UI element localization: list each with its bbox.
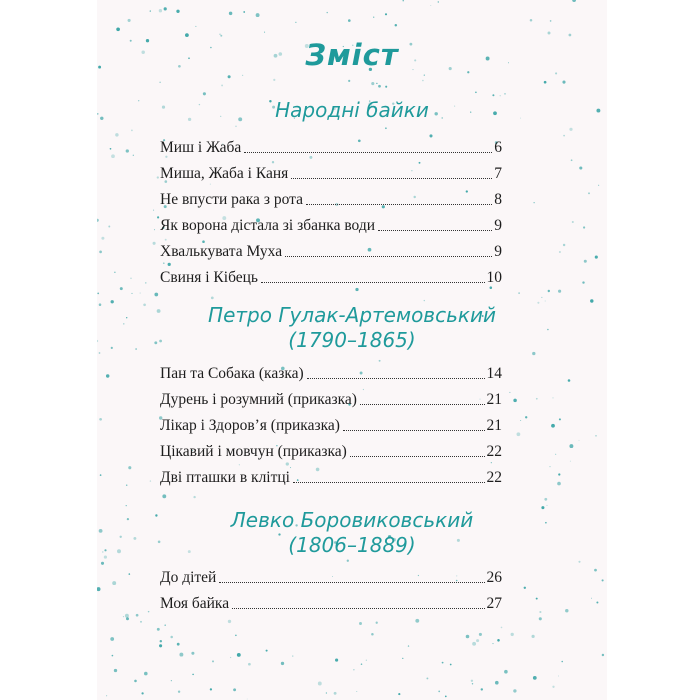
page-title: Зміст (305, 38, 399, 72)
leader-dots (244, 151, 492, 153)
toc-item[interactable] (160, 359, 502, 383)
toc-item[interactable] (160, 411, 502, 435)
toc-item-page: 22 (486, 469, 502, 486)
leader-dots (307, 377, 485, 379)
toc-item-page: 7 (494, 165, 502, 182)
leader-dots (261, 281, 484, 283)
section-heading-folk-fables (97, 98, 607, 123)
toc-item[interactable] (160, 589, 502, 613)
toc-item-page: 10 (486, 269, 502, 286)
toc-item-title: Дурень і розумний (приказка) (160, 391, 357, 408)
toc-item[interactable] (160, 159, 502, 183)
leader-dots (343, 429, 485, 431)
leader-dots (219, 581, 484, 583)
toc-item[interactable] (160, 563, 502, 587)
section-heading-text: Народні байки (275, 98, 429, 122)
toc-item-title: Свиня і Кібець (160, 269, 259, 286)
section-heading-borovykovsky (97, 508, 607, 558)
section-heading-years: (1790–1865) (288, 328, 416, 352)
leader-dots (378, 229, 492, 231)
toc-item-page: 21 (486, 417, 502, 434)
toc-item[interactable] (160, 185, 502, 209)
toc-item-title: Миша, Жаба і Каня (160, 165, 289, 182)
toc-item-page: 9 (494, 217, 502, 234)
leader-dots (285, 255, 492, 257)
toc-item-page: 26 (486, 569, 502, 586)
toc-item-title: Не впусти рака з рота (160, 191, 303, 208)
toc-item-page: 14 (486, 365, 502, 382)
table-of-contents (97, 0, 607, 700)
book-page (97, 0, 607, 700)
toc-item-page: 21 (486, 391, 502, 408)
leader-dots (293, 481, 485, 483)
toc-item-title: Як ворона дістала зі збанка води (160, 217, 376, 234)
toc-item[interactable] (160, 237, 502, 261)
toc-item[interactable] (160, 385, 502, 409)
leader-dots (291, 177, 492, 179)
toc-item-page: 8 (494, 191, 502, 208)
toc-item-page: 6 (494, 139, 502, 156)
section-heading-hulak-artemovsky (97, 303, 607, 353)
toc-item-title: Миш і Жаба (160, 139, 242, 156)
toc-item-title: Пан та Собака (казка) (160, 365, 304, 382)
toc-item[interactable] (160, 133, 502, 157)
section-heading-text: Левко Боровиковський (230, 508, 474, 532)
toc-item-page: 22 (486, 443, 502, 460)
toc-item-title: До дітей (160, 569, 217, 586)
toc-item[interactable] (160, 463, 502, 487)
toc-item-page: 27 (486, 595, 502, 612)
leader-dots (350, 455, 485, 457)
toc-item-title: Хвалькувата Муха (160, 243, 283, 260)
toc-item-title: Цікавий і мовчун (приказка) (160, 443, 347, 460)
toc-item-page: 9 (494, 243, 502, 260)
leader-dots (360, 403, 485, 405)
toc-item-title: Лікар і Здоров’я (приказка) (160, 417, 340, 434)
leader-dots (232, 607, 484, 609)
leader-dots (306, 203, 492, 205)
section-heading-years: (1806–1889) (288, 533, 416, 557)
toc-item[interactable] (160, 437, 502, 461)
toc-item-title: Дві пташки в клітці (160, 469, 290, 486)
toc-item-title: Моя байка (160, 595, 230, 612)
toc-item[interactable] (160, 211, 502, 235)
toc-item[interactable] (160, 263, 502, 287)
section-heading-text: Петро Гулак-Артемовський (208, 303, 496, 327)
